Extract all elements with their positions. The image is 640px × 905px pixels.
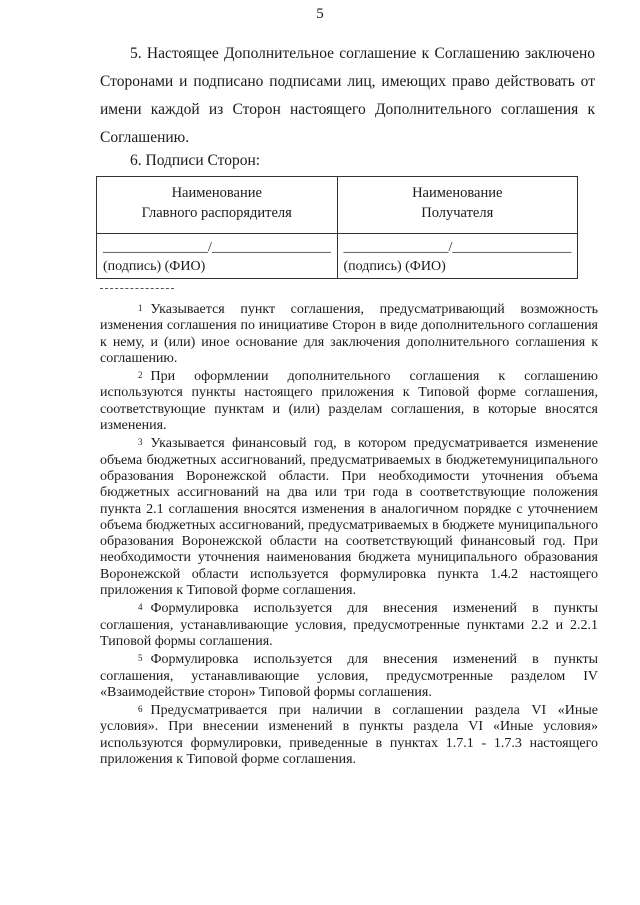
right-signature-caption: (подпись) (ФИО): [343, 259, 446, 274]
footnote-6: [100, 703, 598, 768]
footnote-mark: 4: [138, 602, 143, 613]
footnote-mark: 5: [138, 653, 143, 664]
footnote-text: Указывается пункт соглашения, предусматривающий возможность изменения соглашения по инициативе Сторон в виде дополнительного соглашения к нему, и (или) иное основание для заключения дополнительного соглашения к соглашению.: [100, 302, 598, 366]
right-signature-cell: [337, 234, 578, 279]
footnote-mark: 2: [138, 370, 143, 381]
left-header-cell: [97, 177, 338, 234]
signature-table: [96, 176, 578, 279]
left-signature-line: _______________/_________________: [103, 240, 331, 255]
right-signature-line: _______________/_________________: [343, 240, 572, 255]
page-number: 5: [316, 6, 324, 22]
footnote-text: Формулировка используется для внесения изменений в пункты соглашения, устанавливающие условия, предусмотренные разделом IV «Взаимодействие сторон» Типовой формы соглашения.: [100, 652, 598, 700]
footnote-mark: 3: [138, 437, 143, 448]
footnote-1: [100, 302, 598, 367]
paragraph-5: 5. Настоящее Дополнительное соглашение к Соглашению заключено Сторонами и подписано подписами лиц, имеющих право действовать от имени каждой из Сторон настоящего Дополнительного соглашения к Соглашению.: [100, 45, 595, 146]
right-header-line-1: Наименование: [412, 185, 503, 201]
right-header-line-2: Получателя: [421, 205, 494, 221]
footnote-5: [100, 652, 598, 701]
footnote-4: [100, 601, 598, 650]
footnote-text: Формулировка используется для внесения изменений в пункты соглашения, устанавливающие условия, предусмотренные пунктами 2.2 и 2.2.1 Типовой формы соглашения.: [100, 601, 598, 649]
signatures-heading: 6. Подписи Сторон:: [130, 152, 261, 169]
footnote-mark: 1: [138, 303, 143, 313]
footnote-text: При оформлении дополнительного соглашения к соглашению используются пункты настоящего приложения к Типовой форме соглашения, соответствующие пунктам и (или) разделам соглашения, в которые вносятся изменения.: [100, 369, 598, 434]
right-header-cell: [337, 177, 578, 234]
left-signature-cell: [97, 234, 338, 279]
footnote-separator: [100, 288, 174, 289]
footnote-mark: 6: [138, 704, 143, 715]
footnotes: [100, 302, 598, 770]
footnote-3: [100, 436, 598, 599]
left-header-line-1: Наименование: [171, 185, 262, 201]
footnote-text: Предусматривается при наличии в соглашении раздела VI «Иные условия». При внесении изменений в пункты раздела VI «Иные условия» используются формулировки, приведенные в пунктах 1.7.1 - 1.7.3 настоящего приложения к Типовой форме соглашения.: [100, 703, 598, 768]
left-header-line-2: Главного распорядителя: [141, 205, 292, 221]
footnote-text: Указывается финансовый год, в котором предусматривается изменение объема бюджетных ассигнований, предусматриваемых в бюджетемуниципального образования Воронежской области. При необходимости уточнения объема бюджетных ассигнований на два или три года в соответствующие положения пункта 2.1 соглашения вносятся изменения в аналогичном порядке с уточнением объема бюджетных ассигнований, предусматриваемых в бюджете муниципального образования Воронежской области на соответствующий финансовый год. При необходимости уточнения наименования бюджета муниципального образования Воронежской области используется формулировка пункта 1.4.2 настоящего приложения к Типовой форме соглашения.: [100, 436, 598, 599]
left-signature-caption: (подпись) (ФИО): [103, 259, 206, 274]
footnote-2: [100, 369, 598, 434]
